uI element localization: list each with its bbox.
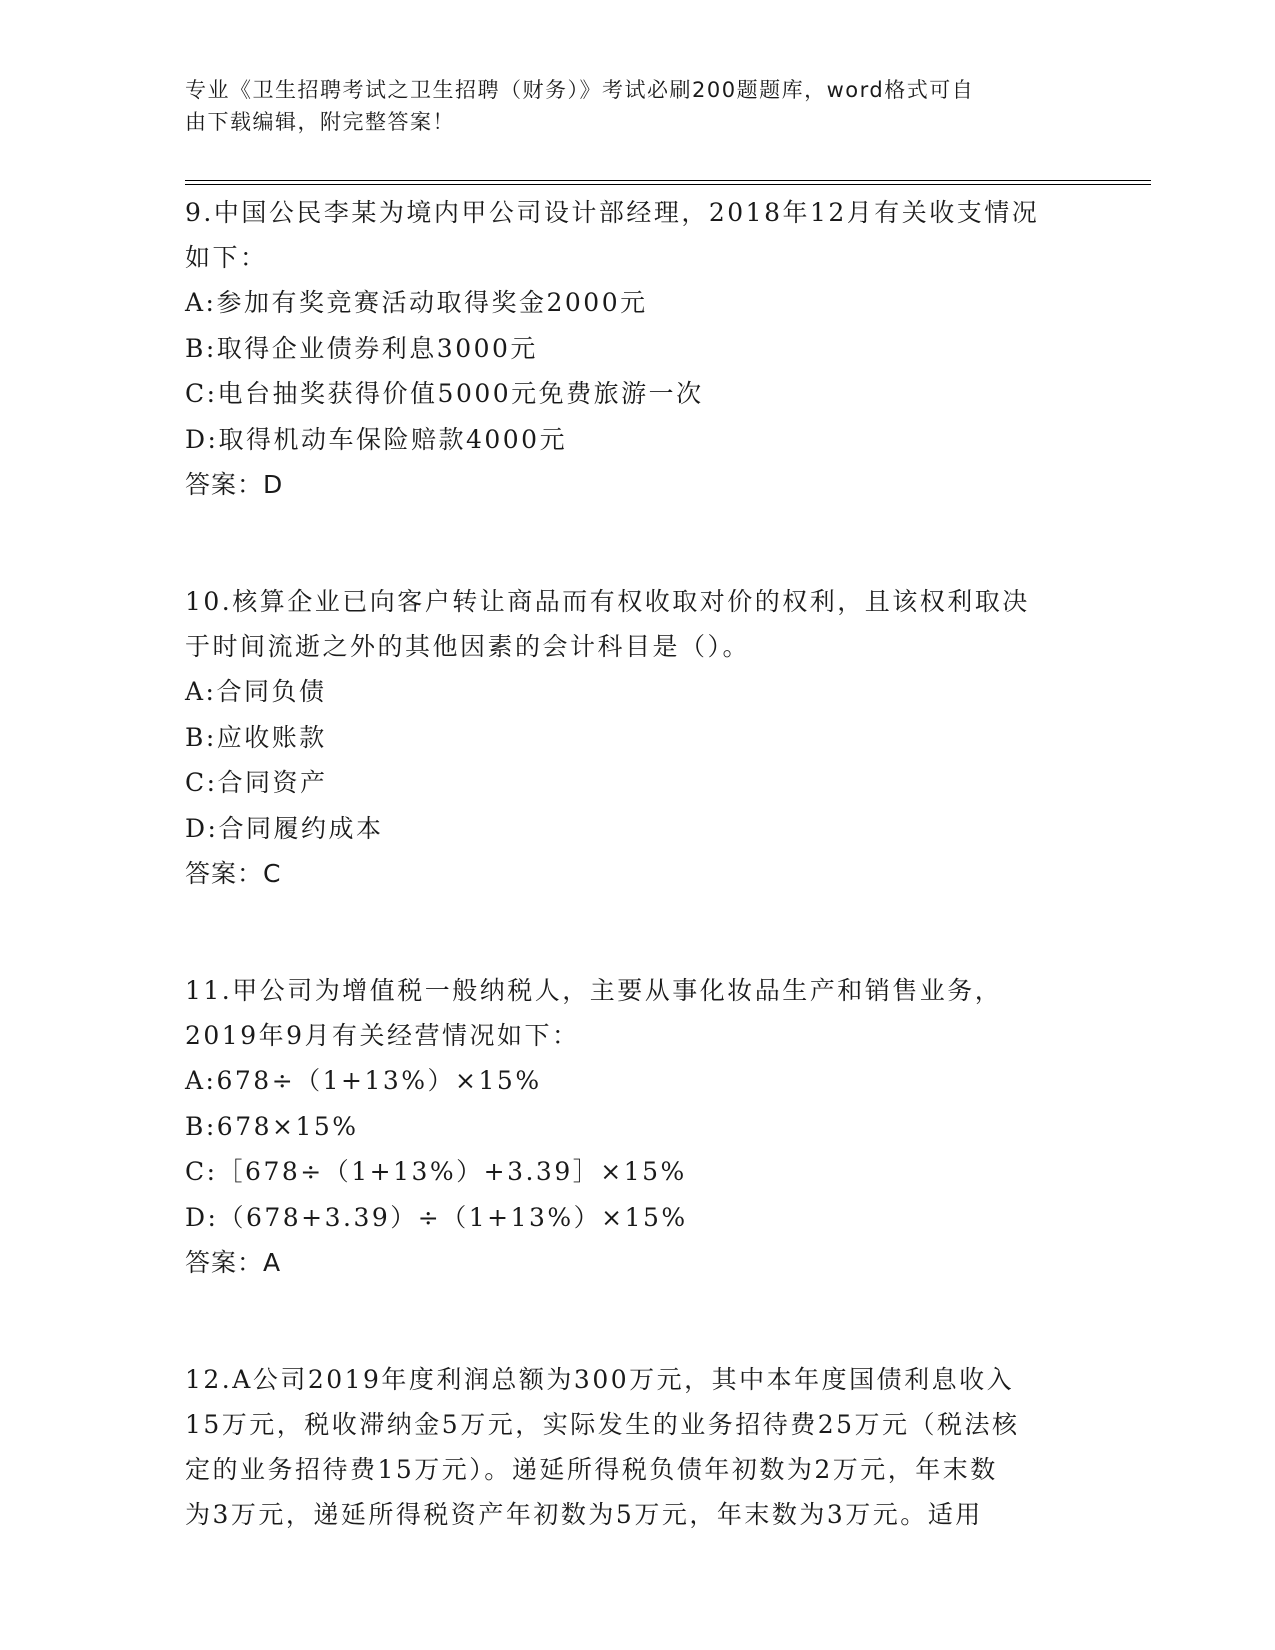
option-b: B:应收账款 bbox=[185, 722, 327, 752]
question-11 bbox=[185, 968, 1085, 1285]
header-line-2: 由下载编辑，附完整答案！ bbox=[185, 110, 455, 134]
option-c: C:［678÷（1+13%）+3.39］×15% bbox=[185, 1157, 687, 1186]
question-stem-line: 11.甲公司为增值税一般纳税人，主要从事化妆品生产和销售业务， bbox=[185, 976, 1003, 1005]
question-spacer bbox=[185, 1285, 1085, 1357]
option-a: A:合同负债 bbox=[185, 677, 327, 706]
question-stem-line: 如下： bbox=[185, 243, 268, 272]
question-stem-line: 定的业务招待费15万元）。递延所得税负债年初数为2万元，年末数 bbox=[185, 1455, 998, 1484]
question-spacer bbox=[185, 896, 1085, 968]
question-stem-line: 9.中国公民李某为境内甲公司设计部经理，2018年12月有关收支情况 bbox=[185, 198, 1040, 227]
answer-line: 答案：D bbox=[185, 470, 284, 499]
question-stem-line: 12.A公司2019年度利润总额为300万元，其中本年度国债利息收入 bbox=[185, 1365, 1015, 1394]
option-a: A:参加有奖竞赛活动取得奖金2000元 bbox=[185, 288, 648, 317]
option-d: D:合同履约成本 bbox=[185, 813, 384, 843]
header-divider-bottom bbox=[185, 184, 1151, 185]
option-c: C:合同资产 bbox=[185, 768, 328, 797]
question-10 bbox=[185, 579, 1085, 896]
header-divider-top bbox=[185, 180, 1151, 181]
answer-line: 答案：A bbox=[185, 1248, 282, 1277]
question-stem-line: 2019年9月有关经营情况如下： bbox=[185, 1021, 580, 1050]
document-header bbox=[185, 74, 1065, 138]
option-c: C:电台抽奖获得价值5000元免费旅游一次 bbox=[185, 379, 704, 408]
question-12 bbox=[185, 1357, 1085, 1537]
question-9 bbox=[185, 190, 1085, 507]
question-spacer bbox=[185, 507, 1085, 579]
answer-line: 答案：C bbox=[185, 859, 282, 888]
option-d: D:（678+3.39）÷（1+13%）×15% bbox=[185, 1202, 688, 1232]
question-stem-line: 10.核算企业已向客户转让商品而有权收取对价的权利，且该权利取决 bbox=[185, 587, 1030, 616]
question-list bbox=[185, 190, 1085, 1537]
question-stem-line: 为3万元，递延所得税资产年初数为5万元，年末数为3万元。适用 bbox=[185, 1500, 983, 1529]
option-b: B:取得企业债券利息3000元 bbox=[185, 333, 538, 363]
option-d: D:取得机动车保险赔款4000元 bbox=[185, 424, 568, 454]
option-a: A:678÷（1+13%）×15% bbox=[185, 1066, 542, 1095]
header-line-1: 专业《卫生招聘考试之卫生招聘（财务）》考试必刷200题题库，word格式可自 bbox=[185, 78, 975, 102]
option-b: B:678×15% bbox=[185, 1111, 359, 1141]
question-stem-line: 于时间流逝之外的其他因素的会计科目是（）。 bbox=[185, 632, 751, 661]
question-stem-line: 15万元，税收滞纳金5万元，实际发生的业务招待费25万元（税法核 bbox=[185, 1410, 1020, 1439]
